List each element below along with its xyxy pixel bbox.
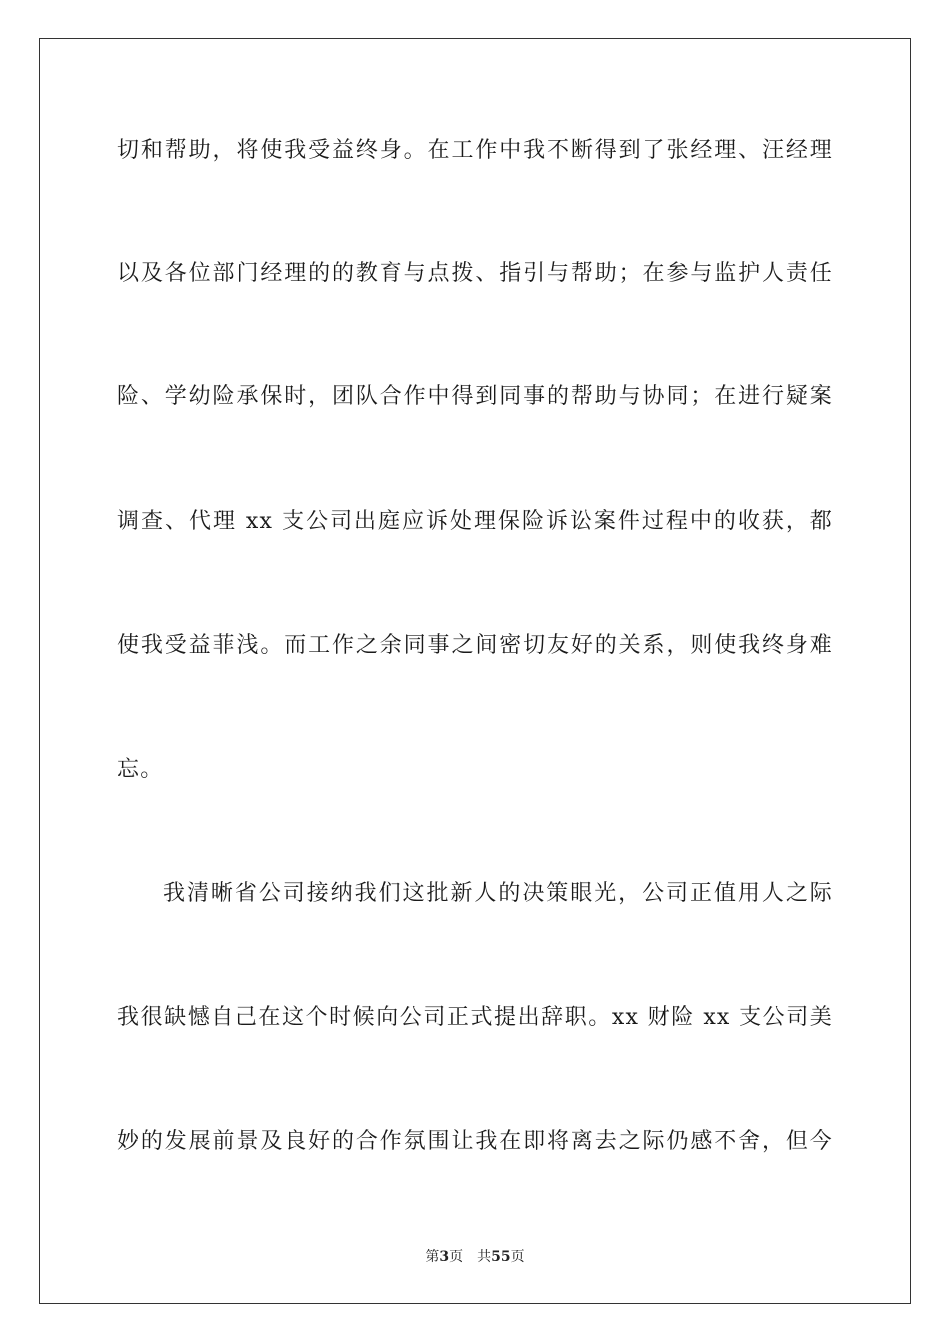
page-number: 3: [439, 1249, 450, 1265]
page-prefix: 第: [425, 1249, 440, 1265]
text-line-3: 险、学幼险承保时，团队合作中得到同事的帮助与协同；在进行疑案: [117, 384, 833, 409]
total-pages: 55: [491, 1249, 511, 1265]
text-line-7: 我清晰省公司接纳我们这批新人的决策眼光，公司正值用人之际: [163, 881, 833, 906]
text-line-9: 妙的发展前景及良好的合作氛围让我在即将离去之际仍感不舍，但今: [117, 1129, 833, 1154]
total-suffix: 页: [510, 1249, 525, 1265]
text-line-2: 以及各位部门经理的的教育与点拨、指引与帮助；在参与监护人责任: [117, 261, 833, 286]
text-line-8: 我很缺憾自己在这个时候向公司正式提出辞职。xx 财险 xx 支公司美: [117, 1005, 833, 1030]
text-line-1: 切和帮助，将使我受益终身。在工作中我不断得到了张经理、汪经理: [117, 138, 833, 163]
page-footer: [0, 1248, 950, 1266]
text-line-6: 忘。: [117, 757, 164, 782]
text-line-5: 使我受益菲浅。而工作之余同事之间密切友好的关系，则使我终身难: [117, 633, 833, 658]
total-prefix: 共: [477, 1249, 492, 1265]
page-border: [39, 38, 911, 1304]
page-suffix: 页: [449, 1249, 464, 1265]
text-line-4: 调查、代理 xx 支公司出庭应诉处理保险诉讼案件过程中的收获，都: [117, 509, 833, 534]
